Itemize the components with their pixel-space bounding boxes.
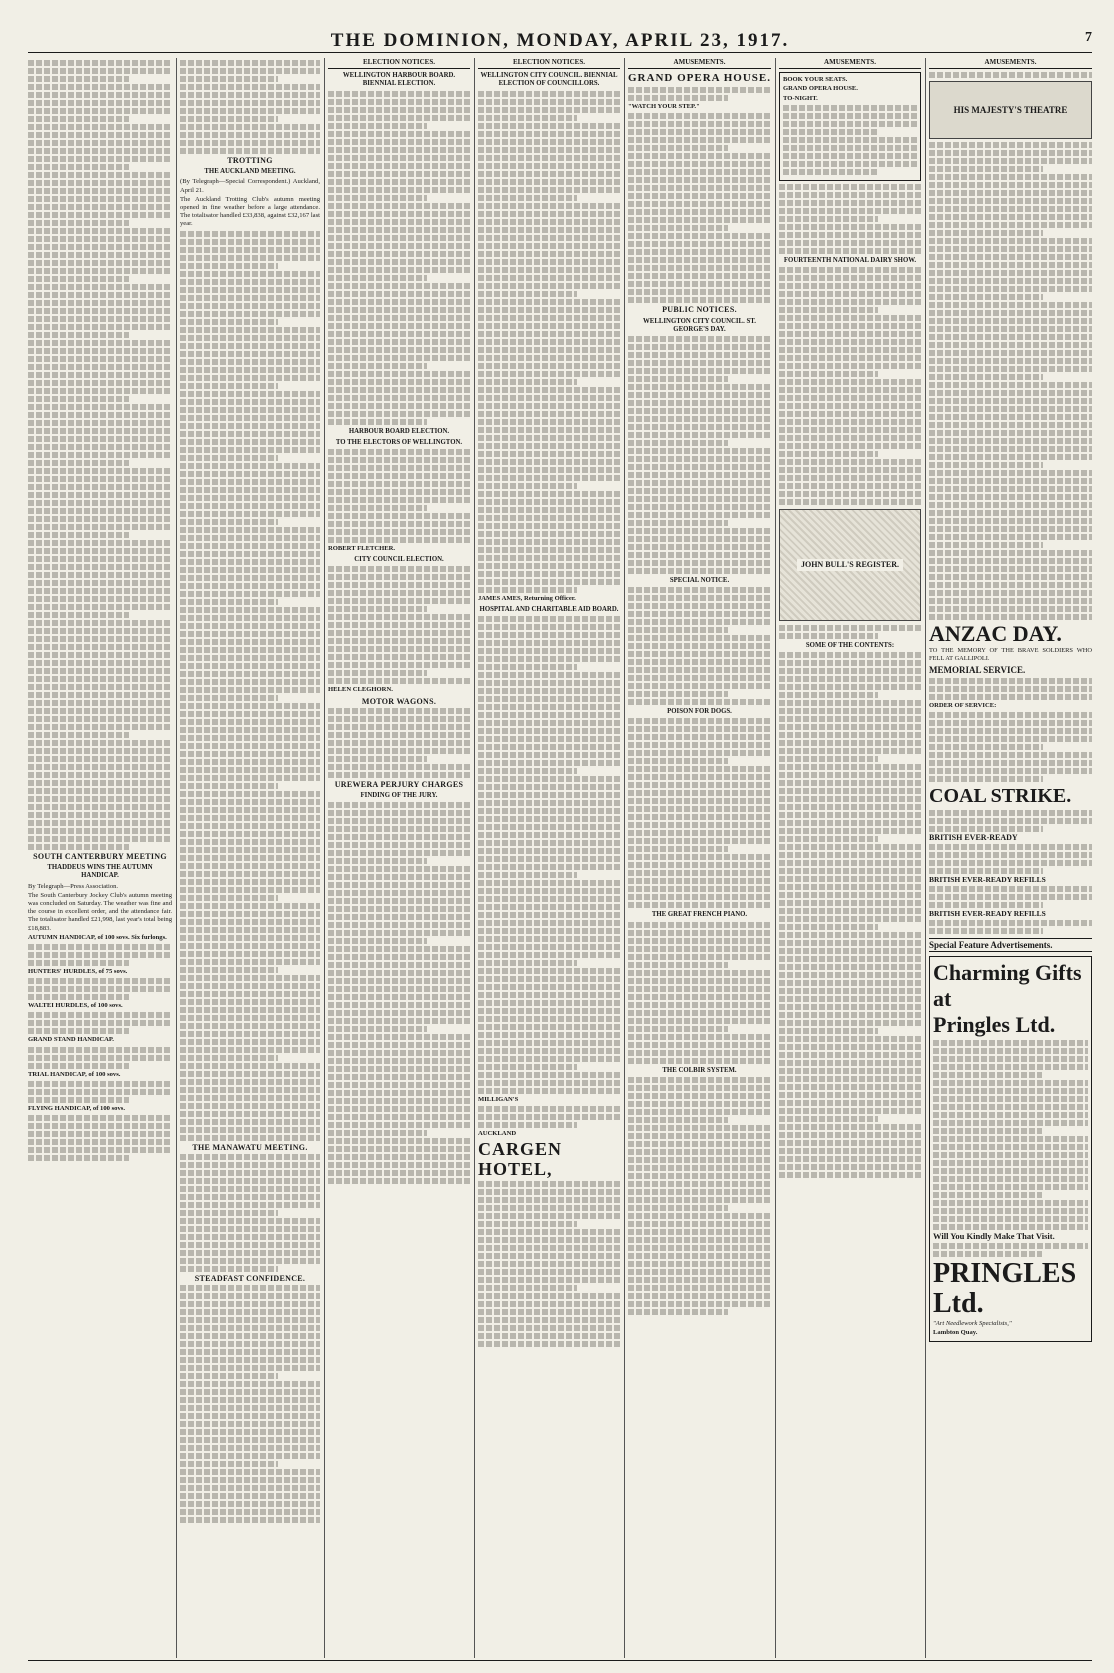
- notice-title: WELLINGTON HARBOUR BOARD. BIENNIAL ELECTION.: [342, 72, 456, 88]
- coal-strike-heading: COAL STRIKE.: [929, 784, 1072, 807]
- race-event: AUTUMN HANDICAP, of 100 sovs. Six furlongs.: [28, 933, 167, 941]
- notice-title: WELLINGTON CITY COUNCIL. ST. GEORGE'S DAY.: [643, 317, 756, 333]
- byline: (By Telegraph—Special Correspondent.) Auckland, April 21.: [180, 178, 320, 194]
- masthead: [28, 30, 1092, 50]
- section-heading: SOUTH CANTERBURY MEETING: [33, 852, 167, 861]
- column-amusements-b: [779, 58, 921, 1658]
- column-election-notices-b: [478, 58, 620, 1658]
- pringles-ad: [929, 956, 1092, 1342]
- booking-ad: [779, 72, 921, 181]
- masthead-rule: [28, 52, 1092, 53]
- column-trotting: [180, 58, 320, 1658]
- article-paragraph: The Auckland Trotting Club's autumn meeting opened in fine weather before a large attendance. The totalisator handled £33,838, against £32,167 last year.: [180, 195, 320, 228]
- column-divider: [474, 58, 475, 1658]
- show-title: "WATCH YOUR STEP.": [628, 103, 700, 111]
- order-of-service: ORDER OF SERVICE:: [929, 701, 997, 709]
- column-divider: [925, 58, 926, 1658]
- booking-line: BOOK YOUR SEATS.: [783, 76, 848, 84]
- race-event: HUNTERS' HURDLES, of 75 sovs.: [28, 968, 128, 976]
- column-amusements-c: [929, 58, 1092, 1658]
- column-header: ELECTION NOTICES.: [478, 58, 620, 69]
- visit-line: Will You Kindly Make That Visit.: [933, 1231, 1055, 1242]
- special-feature-heading: Special Feature Advertisements.: [929, 938, 1092, 952]
- column-divider: [775, 58, 776, 1658]
- section-heading: THE MANAWATU MEETING.: [192, 1142, 308, 1152]
- article-paragraph: The South Canterbury Jockey Club's autumn meeting was concluded on Saturday. The weather was fine and the course in excellent order, and the attendance fair. The totalisator handled £21,998, last year's total being £18,883.: [28, 891, 172, 932]
- pringles-logo: PRINGLES Ltd.: [933, 1257, 1077, 1319]
- notice-signature: HELEN CLEGHORN.: [328, 686, 393, 694]
- theatre-logo: HIS MAJESTY'S THEATRE: [929, 81, 1092, 139]
- anzac-dedication: TO THE MEMORY OF THE BRAVE SOLDIERS WHO FELL AT GALLIPOLI.: [929, 647, 1092, 663]
- byline: By Telegraph—Press Association.: [28, 882, 119, 890]
- hotel-location: AUCKLAND: [478, 1130, 517, 1138]
- column-divider: [624, 58, 625, 1658]
- notice-signature: JAMES AMES, Returning Officer.: [478, 594, 576, 602]
- booking-line: TO-NIGHT.: [783, 94, 818, 102]
- column-election-notices-a: [328, 58, 470, 1658]
- race-event: FLYING HANDICAP, of 100 sovs.: [28, 1104, 125, 1112]
- section-heading: STEADFAST CONFIDENCE.: [194, 1273, 306, 1283]
- masthead-title: THE DOMINION, MONDAY, APRIL 23, 1917.: [330, 30, 790, 51]
- advertiser-name: MILLIGAN'S: [478, 1096, 519, 1104]
- section-subheading: POISON FOR DOGS.: [667, 708, 732, 716]
- refills-heading: BRITISH EVER-READY REFILLS: [929, 875, 1046, 885]
- race-event: TRIAL HANDICAP, of 100 sovs.: [28, 1070, 121, 1078]
- section-subheading: THADDEUS WINS THE AUTUMN HANDICAP.: [47, 864, 153, 880]
- register-logo: JOHN BULL'S REGISTER.: [797, 559, 903, 571]
- column-header: AMUSEMENTS.: [779, 58, 921, 69]
- charming-at: at: [933, 986, 952, 1012]
- section-subheading: THE COLBIR SYSTEM.: [662, 1066, 737, 1074]
- anzac-day-heading: ANZAC DAY.: [929, 621, 1062, 647]
- column-divider: [324, 58, 325, 1658]
- pringles-name: Pringles Ltd.: [933, 1012, 1056, 1038]
- section-subheading: SPECIAL NOTICE.: [669, 577, 730, 585]
- pringles-tagline: "Art Needlework Specialists,": [933, 1319, 1012, 1327]
- page-number: 7: [1085, 30, 1092, 45]
- notice-title: HARBOUR BOARD ELECTION.: [348, 427, 450, 435]
- column-header: AMUSEMENTS.: [628, 58, 771, 69]
- section-subheading: THE GREAT FRENCH PIANO.: [651, 911, 748, 919]
- section-subheading: FINDING OF THE JURY.: [360, 792, 438, 800]
- notice-signature: ROBERT FLETCHER.: [328, 545, 396, 553]
- column-header: ELECTION NOTICES.: [328, 58, 470, 69]
- pringles-address: Lambton Quay.: [933, 1328, 978, 1336]
- section-heading: PUBLIC NOTICES.: [662, 305, 737, 315]
- refills-heading: BRITISH EVER-READY REFILLS: [929, 909, 1046, 919]
- bottom-rule: [28, 1660, 1092, 1661]
- section-heading: TROTTING: [227, 156, 273, 165]
- section-heading: MOTOR WAGONS.: [361, 696, 437, 706]
- column-racing-results: [28, 58, 172, 1658]
- notice-title: CITY COUNCIL ELECTION.: [354, 556, 444, 564]
- section-heading: UREWERA PERJURY CHARGES: [334, 779, 464, 789]
- section-subheading: FOURTEENTH NATIONAL DAIRY SHOW.: [783, 256, 917, 264]
- race-event: GRAND STAND HANDICAP.: [28, 1036, 114, 1044]
- column-header: AMUSEMENTS.: [929, 58, 1092, 69]
- register-illustration: [779, 509, 921, 621]
- notice-title: TO THE ELECTORS OF WELLINGTON.: [335, 438, 463, 446]
- memorial-service-heading: MEMORIAL SERVICE.: [929, 664, 1026, 675]
- notice-title: HOSPITAL AND CHARITABLE AID BOARD.: [479, 605, 619, 613]
- section-subheading: SOME OF THE CONTENTS:: [805, 642, 895, 650]
- theatre-title: GRAND OPERA HOUSE.: [628, 72, 771, 85]
- section-subheading: THE AUCKLAND MEETING.: [204, 168, 296, 176]
- booking-line: GRAND OPERA HOUSE.: [783, 85, 858, 93]
- race-event: WALTEI HURDLES, of 100 sovs.: [28, 1002, 123, 1010]
- charming-gifts: Charming Gifts: [933, 960, 1082, 986]
- refills-heading: BRITISH EVER-READY: [929, 832, 1018, 842]
- notice-title: WELLINGTON CITY COUNCIL. BIENNIAL ELECTION OF COUNCILLORS.: [480, 72, 618, 88]
- hotel-name: CARGEN HOTEL,: [478, 1139, 563, 1180]
- column-amusements-a: [628, 58, 771, 1658]
- column-divider: [176, 58, 177, 1658]
